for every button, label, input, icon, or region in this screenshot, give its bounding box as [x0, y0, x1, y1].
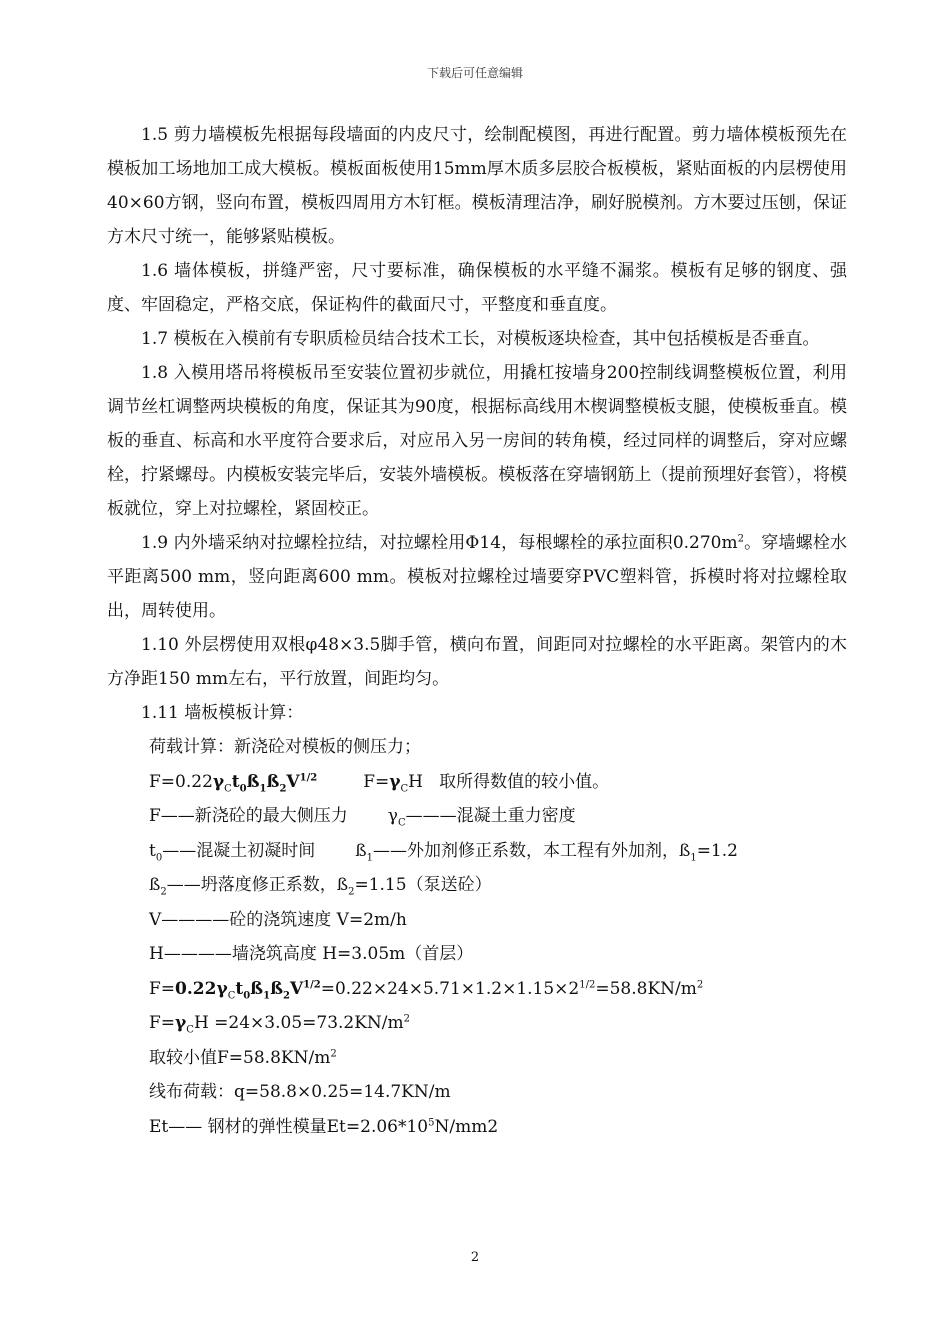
formula-line: $F=0.22\gamma_Ct_0ß_1ß_2V^{1/2}$ $F=\gamma_CH$ 取所得数值的较小值。 — [149, 771, 610, 794]
definition-v: V————砼的浇筑速度 V=2m/h — [149, 909, 407, 930]
load-calc-line: 荷载计算：新浇砼对模板的侧压力； — [149, 737, 421, 757]
definition-t0: $t_0——$混凝土初凝时间 $ß_1——$外加剂修正系数，本工程有外加剂，$ß_1=1.2$ — [149, 840, 738, 863]
definition-b2: $ß_2——$坍落度修正系数，$ß_2=1.15$（泵送砼） — [149, 875, 492, 898]
equation-f2: $F=\gamma_CH =24\times 3.05=73.2KN/m^2$ — [149, 1013, 411, 1036]
paragraph-1-7: 1.7 模板在入模前有专职质检员结合技术工长，对模板逐块检查，其中包括模板是否垂直。 — [141, 329, 820, 349]
equation-modulus: Et—— 钢材的弹性模量$Et=2.06*10^5N/mm2$ — [149, 1116, 499, 1137]
paragraph-1-9: 1.9 内外墙采纳对拉螺栓拉结，对拉螺栓用Φ14，每根螺栓的承拉面积$0.270m^2$。穿墙螺栓水平距离500 mm，竖向距离600 mm。模板对拉螺栓过墙要穿PVC塑料管，拆模时将对拉螺栓取出，周转使用。 — [107, 533, 847, 621]
equation-f1: $F=0.22\gamma_Ct_0ß_1ß_2V^{1/2}=0.22\times 24\times 5.71\times 1.2\times 1.15\times 2^{1/2}=58.8KN/m^2$ — [149, 978, 704, 1001]
equation-line-load: 线布荷载：q=58.8×0.25=14.7KN/m — [149, 1082, 451, 1102]
definition-f: F——新浇砼的最大侧压力 $\gamma_C———$混凝土重力密度 — [149, 806, 576, 829]
paragraph-1-10: 1.10 外层楞使用双根φ48×3.5脚手管，横向布置，间距同对拉螺栓的水平距离。架管内的木方净距150 mm左右，平行放置，间距均匀。 — [107, 635, 847, 689]
page-number: 2 — [470, 1250, 480, 1265]
page-header: 下载后可任意编辑 — [426, 66, 523, 80]
paragraph-1-8: 1.8 入模用塔吊将模板吊至安装位置初步就位，用撬杠按墙身200控制线调整模板位置，利用调节丝杠调整两块模板的角度，保证其为90度，根据标高线用木楔调整模板支腿，使模板垂直。模板的垂直、标高和水平度符合要求后，对应吊入另一房间的转角模，经过同样的调整后，穿对应螺栓，拧紧螺母。内模板安装完毕后，安装外墙模板。模板落在穿墙钢筋上（提前预埋好套管），将模板就位，穿上对拉螺栓，紧固校正。 — [107, 363, 847, 519]
equation-min: 取较小值$F=58.8KN/m^2$ — [149, 1047, 337, 1068]
definition-h: H————墙浇筑高度 H=3.05m（首层） — [149, 944, 474, 964]
paragraph-1-6: 1.6 墙体模板，拼缝严密，尺寸要标准，确保模板的水平缝不漏浆。模板有足够的钢度、强度、牢固稳定，严格交底，保证构件的截面尺寸，平整度和垂直度。 — [107, 261, 847, 315]
document-body — [107, 118, 847, 1144]
calc-heading: 1.11 墙板模板计算： — [141, 703, 304, 723]
paragraph-1-5: 1.5 剪力墙模板先根据每段墙面的内皮尺寸，绘制配模图，再进行配置。剪力墙体模板预先在模板加工场地加工成大模板。模板面板使用15mm厚木质多层胶合板模板，紧贴面板的内层楞使用40×60方钢，竖向布置，模板四周用方木钉框。模板清理洁净，刷好脱模剂。方木要过压刨，保证方木尺寸统一，能够紧贴模板。 — [107, 125, 847, 247]
